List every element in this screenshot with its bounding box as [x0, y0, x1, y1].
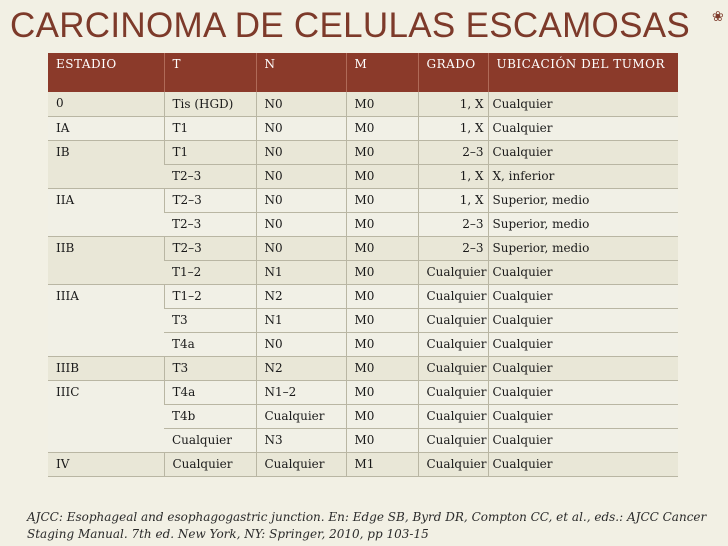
cell-ubicacion: Cualquier: [488, 260, 678, 284]
cell-t: T2–3: [164, 164, 256, 188]
cell-estadio: IV: [48, 452, 164, 476]
cell-m: M0: [346, 428, 418, 452]
cell-m: M0: [346, 236, 418, 260]
cell-grado: 1, X: [418, 116, 488, 140]
cell-grado: 2–3: [418, 212, 488, 236]
cell-t: T1–2: [164, 260, 256, 284]
cell-n: Cualquier: [256, 404, 346, 428]
cell-ubicacion: Cualquier: [488, 284, 678, 308]
cell-t: T3: [164, 308, 256, 332]
cell-estadio: IIB: [48, 236, 164, 284]
cell-n: N0: [256, 332, 346, 356]
cell-ubicacion: Cualquier: [488, 380, 678, 404]
staging-table: [48, 53, 678, 477]
cell-estadio: IIIB: [48, 356, 164, 380]
cell-grado: Cualquier: [418, 452, 488, 476]
cell-grado: 1, X: [418, 92, 488, 116]
cell-ubicacion: Cualquier: [488, 308, 678, 332]
cell-t: T3: [164, 356, 256, 380]
cell-n: N0: [256, 236, 346, 260]
header-grado: GRADO: [418, 53, 488, 92]
header-ubicacion: UBICACIÓN DEL TUMOR: [488, 53, 678, 92]
cell-m: M0: [346, 308, 418, 332]
header-m: M: [346, 53, 418, 92]
cell-m: M0: [346, 356, 418, 380]
cell-m: M0: [346, 140, 418, 164]
cell-t: T2–3: [164, 212, 256, 236]
citation-text: AJCC: Esophageal and esophagogastric junction. En: Edge SB, Byrd DR, Compton CC, et al., eds.: AJCC Cancer Staging Manual. 7th ed. New York, NY: Springer, 2010, pp 103-15: [27, 510, 707, 541]
cell-estadio: IB: [48, 140, 164, 188]
cell-n: N0: [256, 116, 346, 140]
cell-ubicacion: Cualquier: [488, 404, 678, 428]
cell-ubicacion: Cualquier: [488, 452, 678, 476]
cell-t: T1: [164, 140, 256, 164]
cell-m: M0: [346, 212, 418, 236]
cell-t: T4a: [164, 380, 256, 404]
cell-estadio: IIIA: [48, 284, 164, 356]
cell-n: N2: [256, 284, 346, 308]
cell-m: M0: [346, 260, 418, 284]
cell-grado: Cualquier: [418, 404, 488, 428]
cell-estadio: IIIC: [48, 380, 164, 452]
cell-ubicacion: Cualquier: [488, 356, 678, 380]
cell-estadio: IIA: [48, 188, 164, 236]
cell-estadio: 0: [48, 92, 164, 116]
cell-n: N1–2: [256, 380, 346, 404]
cell-ubicacion: X, inferior: [488, 164, 678, 188]
cell-ubicacion: Cualquier: [488, 116, 678, 140]
cell-m: M0: [346, 188, 418, 212]
table-row: [48, 380, 678, 404]
cell-grado: Cualquier: [418, 356, 488, 380]
cell-estadio: IA: [48, 116, 164, 140]
cell-grado: Cualquier: [418, 260, 488, 284]
cell-m: M0: [346, 380, 418, 404]
cell-t: T2–3: [164, 236, 256, 260]
cell-m: M1: [346, 452, 418, 476]
cell-n: N2: [256, 356, 346, 380]
table-row: [48, 236, 678, 260]
cell-m: M0: [346, 332, 418, 356]
table-body: [48, 92, 678, 476]
cell-n: N0: [256, 212, 346, 236]
cell-grado: 1, X: [418, 188, 488, 212]
cell-n: N1: [256, 260, 346, 284]
cell-m: M0: [346, 404, 418, 428]
cell-n: N0: [256, 164, 346, 188]
table-header-row: [48, 53, 678, 92]
cell-ubicacion: Superior, medio: [488, 188, 678, 212]
cell-grado: Cualquier: [418, 332, 488, 356]
table-row: [48, 116, 678, 140]
header-n: N: [256, 53, 346, 92]
cell-t: T2–3: [164, 188, 256, 212]
cell-t: T1: [164, 116, 256, 140]
cell-t: T4b: [164, 404, 256, 428]
table-row: [48, 356, 678, 380]
cell-ubicacion: Cualquier: [488, 92, 678, 116]
cell-t: T4a: [164, 332, 256, 356]
cell-ubicacion: Cualquier: [488, 140, 678, 164]
flower-ornament-icon: ❀: [712, 9, 724, 25]
cell-m: M0: [346, 116, 418, 140]
cell-n: Cualquier: [256, 452, 346, 476]
cell-n: N0: [256, 92, 346, 116]
cell-t: Cualquier: [164, 452, 256, 476]
cell-n: N3: [256, 428, 346, 452]
header-t: T: [164, 53, 256, 92]
table-row: [48, 284, 678, 308]
cell-n: N1: [256, 308, 346, 332]
cell-ubicacion: Superior, medio: [488, 236, 678, 260]
table-row: [48, 188, 678, 212]
cell-t: Tis (HGD): [164, 92, 256, 116]
table-row: [48, 140, 678, 164]
cell-grado: 1, X: [418, 164, 488, 188]
cell-grado: Cualquier: [418, 308, 488, 332]
cell-ubicacion: Cualquier: [488, 332, 678, 356]
cell-ubicacion: Cualquier: [488, 428, 678, 452]
cell-grado: Cualquier: [418, 284, 488, 308]
cell-grado: 2–3: [418, 236, 488, 260]
cell-grado: 2–3: [418, 140, 488, 164]
cell-n: N0: [256, 140, 346, 164]
cell-m: M0: [346, 164, 418, 188]
cell-grado: Cualquier: [418, 428, 488, 452]
cell-m: M0: [346, 92, 418, 116]
cell-m: M0: [346, 284, 418, 308]
table-row: [48, 92, 678, 116]
cell-t: Cualquier: [164, 428, 256, 452]
cell-n: N0: [256, 188, 346, 212]
table-row: [48, 452, 678, 476]
cell-t: T1–2: [164, 284, 256, 308]
cell-ubicacion: Superior, medio: [488, 212, 678, 236]
slide-title: CARCINOMA DE CELULAS ESCAMOSAS: [10, 6, 690, 45]
header-estadio: ESTADIO: [48, 53, 164, 92]
cell-grado: Cualquier: [418, 380, 488, 404]
